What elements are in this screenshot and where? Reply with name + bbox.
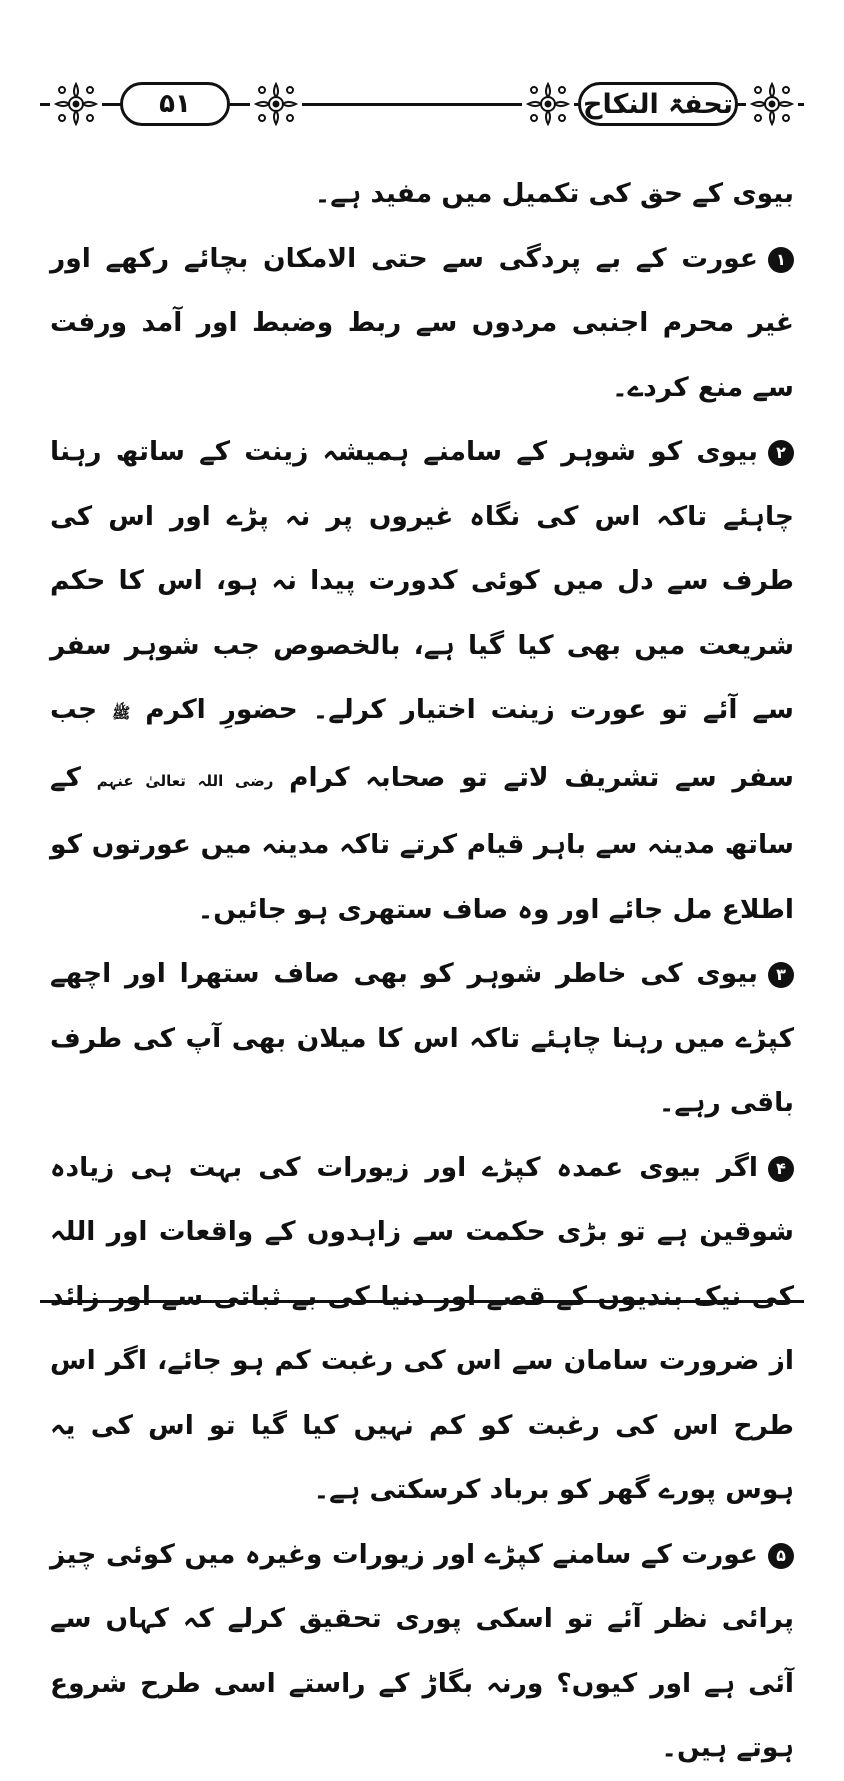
point-text: بیوی کو شوہر کے سامنے ہمیشہ زینت کے ساتھ رہنا چاہئے تاکہ اس کی نگاہ غیروں پر نہ پڑے اور اس کی طرف سے دل میں کوئی کدورت پیدا نہ ہو، اس کا حکم شریعت میں بھی کیا گیا ہے، بالخصوص جب شوہر سفر سے آئے تو عورت زینت اختیار کرلے۔ حضورِ اکرم: [50, 436, 794, 725]
point-paragraph: [50, 1136, 794, 1523]
honorific-companions: رضی اللہ تعالیٰ عنہم: [96, 771, 274, 790]
page-body: [50, 162, 794, 1781]
point-number-badge: ۴: [768, 1156, 794, 1182]
point-number-badge: ۱: [768, 247, 794, 273]
point-number-badge: ۳: [768, 962, 794, 988]
point-text: اگر بیوی عمدہ کپڑے اور زیورات کی بہت ہی زیادہ شوقین ہے تو بڑی حکمت سے زاہدوں کے واقعات اور اللہ کی نیک بندیوں کے قصے اور دنیا کی بے ثباتی سے اور زائد از ضرورت سامان سے اس کی رغبت کم ہو جائے، اگر اس طرح اس کی رغبت کو کم نہیں کیا گیا تو اس کی یہ ہوس پورے گھر کو برباد کرسکتی ہے۔: [50, 1151, 794, 1505]
point-number-badge: ۵: [768, 1543, 794, 1569]
point-text: جب سفر سے تشریف لاتے تو صحابہ کرام: [50, 694, 794, 793]
point-text: کے ساتھ مدینہ سے باہر قیام کرتے تاکہ مدینہ میں عورتوں کو اطلاع مل جائے اور وہ صاف ستھری ہو جائیں۔: [50, 761, 794, 925]
point-paragraph: [50, 942, 794, 1136]
floral-ornament-icon: [250, 80, 302, 128]
floral-ornament-icon: [50, 80, 102, 128]
point-paragraph: [50, 1523, 794, 1781]
point-text: عورت کے سامنے کپڑے اور زیورات وغیرہ میں کوئی چیز پرائی نظر آئے تو اسکی پوری تحقیق کرلے کہ کہاں سے آئی ہے اور کیوں؟ ورنہ بگاڑ کے راستے اسی طرح شروع ہوتے ہیں۔: [50, 1538, 794, 1763]
book-title: تحفۃ النکاح: [578, 82, 738, 126]
point-paragraph: [50, 227, 794, 421]
intro-paragraph: بیوی کے حق کی تکمیل میں مفید ہے۔: [314, 178, 794, 209]
point-text: بیوی کی خاطر شوہر کو بھی صاف ستھرا اور اچھے کپڑے میں رہنا چاہئے تاکہ اس کا میلان بھی آپ کی طرف باقی رہے۔: [50, 958, 794, 1118]
footer-rule: [40, 1300, 804, 1303]
page-number: ۵۱: [120, 82, 230, 126]
honorific-prophet: ﷺ: [112, 704, 131, 722]
floral-ornament-icon: [746, 80, 798, 128]
point-paragraph: [50, 420, 794, 942]
page-header: [40, 68, 804, 140]
floral-ornament-icon: [522, 80, 574, 128]
point-text: عورت کے بے پردگی سے حتی الامکان بچائے رکھے اور غیر محرم اجنبی مردوں سے ربط وضبط اور آمد ورفت سے منع کردے۔: [50, 242, 794, 403]
point-number-badge: ۲: [768, 440, 794, 466]
